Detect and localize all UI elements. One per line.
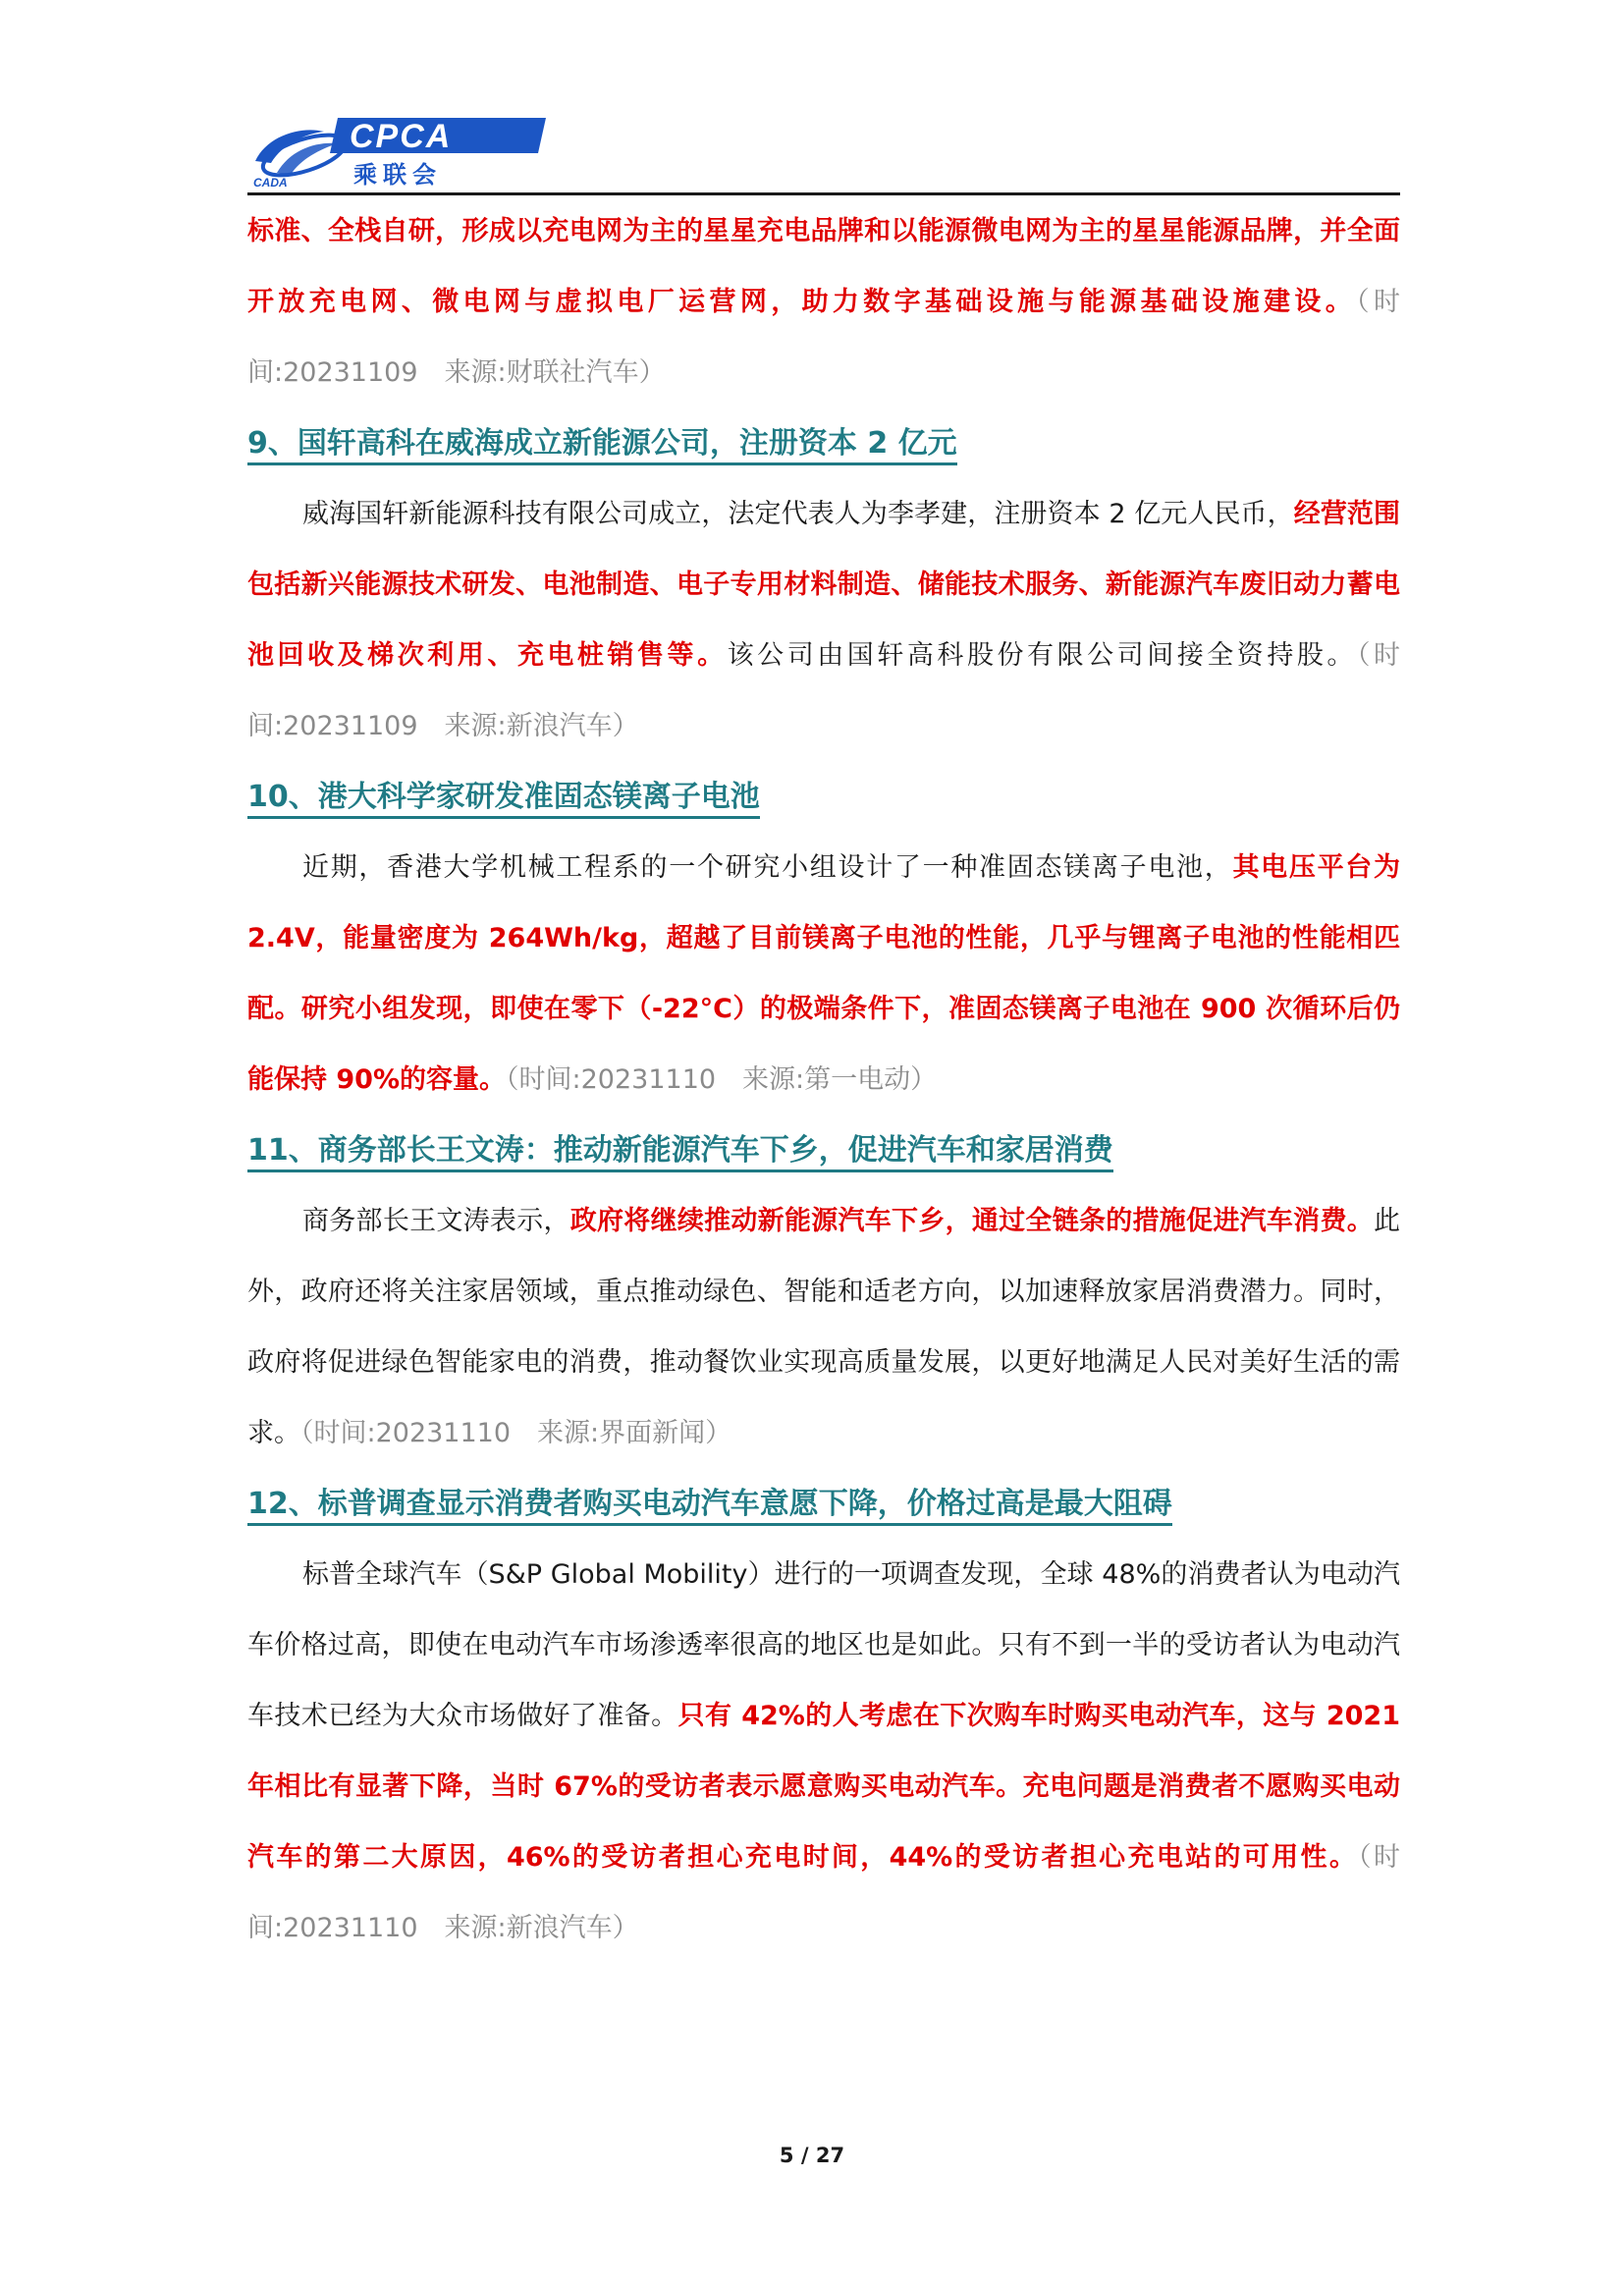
highlight-text: 标准、全栈自研，形成以充电网为主的星星充电品牌和以能源微电网为主的星星能源品牌，并全面开放充电网、微电网与虚拟电厂运营网，助力数字基础设施与能源基础设施建设。 — [247, 216, 1400, 317]
source-meta: （时间:20231109 来源:新浪汽车） — [247, 640, 1401, 741]
section-heading-11 — [247, 1115, 1400, 1186]
heading-text: 10、港大科学家研发准固态镁离子电池 — [247, 780, 760, 819]
page-number: 5 / 27 — [779, 2144, 845, 2167]
heading-text: 9、国轩高科在威海成立新能源公司，注册资本 2 亿元 — [247, 426, 957, 465]
paragraph-10 — [247, 833, 1400, 1115]
body-text: 威海国轩新能源科技有限公司成立，法定代表人为李孝建，注册资本 2 亿元人民币， — [302, 499, 1294, 529]
section-heading-9 — [247, 408, 1400, 479]
logo-sub-text: CADA — [253, 176, 288, 189]
logo-brand-text: CPCA — [350, 118, 453, 155]
body-text: 此外，政府还将关注家居领域，重点推动绿色、智能和适老方向，以加速释放家居消费潜力。同时，政府将促进绿色智能家电的消费，推动餐饮业实现高质量发展，以更好地满足人民对美好生活的需求。 — [247, 1206, 1400, 1448]
document-body — [247, 196, 1400, 1964]
heading-text: 12、标普调查显示消费者购买电动汽车意愿下降，价格过高是最大阻碍 — [247, 1487, 1172, 1526]
body-text: 商务部长王文涛表示， — [302, 1206, 570, 1236]
section-heading-12 — [247, 1469, 1400, 1540]
source-meta: （时间:20231109 来源:财联社汽车） — [247, 287, 1401, 388]
header-rule — [247, 192, 1400, 195]
logo-cn-text: 乘联会 — [353, 161, 442, 189]
highlight-text: 政府将继续推动新能源汽车下乡，通过全链条的措施促进汽车消费。 — [569, 1206, 1374, 1236]
source-meta: （时间:20231110 来源:新浪汽车） — [247, 1842, 1400, 1943]
section-heading-10 — [247, 762, 1400, 833]
highlight-text: 经营范围包括新兴能源技术研发、电池制造、电子专用材料制造、储能技术服务、新能源汽车废旧动力蓄电池回收及梯次利用、充电桩销售等。 — [247, 499, 1401, 671]
body-text: 标普全球汽车（S&P Global Mobility）进行的一项调查发现，全球 48%的消费者认为电动汽车价格过高，即使在电动汽车市场渗透率很高的地区也是如此。只有不到一半的受访者认为电动汽车技术已经为大众市场做好了准备。 — [247, 1559, 1400, 1731]
body-text: 该公司由国轩高科股份有限公司间接全资持股。 — [727, 640, 1357, 671]
continued-paragraph — [247, 196, 1400, 408]
source-meta: （时间:20231110 来源:第一电动） — [506, 1064, 938, 1095]
highlight-text: 只有 42%的人考虑在下次购车时购买电动汽车，这与 2021 年相比有显著下降，当时 67%的受访者表示愿意购买电动汽车。充电问题是消费者不愿购买电动汽车的第二大原因，46%的受访者担心充电时间，44%的受访者担心充电站的可用性。 — [247, 1701, 1401, 1873]
page-header — [247, 110, 1400, 196]
cpca-logo — [247, 110, 552, 189]
body-text: 近期，香港大学机械工程系的一个研究小组设计了一种准固态镁离子电池， — [302, 852, 1233, 883]
paragraph-12 — [247, 1540, 1400, 1964]
highlight-text: 其电压平台为 2.4V，能量密度为 264Wh/kg，超越了目前镁离子电池的性能，几乎与锂离子电池的性能相匹配。研究小组发现，即使在零下（-22°C）的极端条件下，准固态镁离子电池在 900 次循环后仍能保持 90%的容量。 — [247, 852, 1401, 1095]
heading-text: 11、商务部长王文涛：推动新能源汽车下乡，促进汽车和家居消费 — [247, 1133, 1113, 1172]
source-meta: （时间:20231110 来源:界面新闻） — [300, 1418, 732, 1448]
paragraph-11 — [247, 1186, 1400, 1469]
paragraph-9 — [247, 479, 1400, 762]
